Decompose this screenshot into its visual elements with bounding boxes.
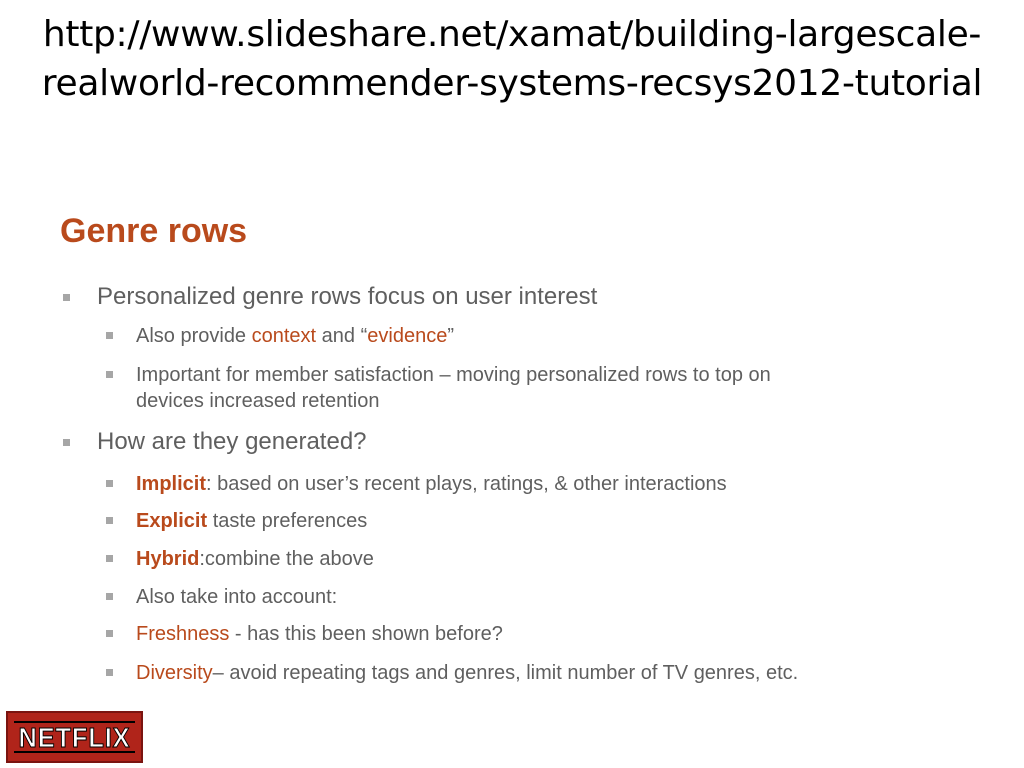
keyword-hybrid: Hybrid xyxy=(136,548,200,570)
bullet-text: : based on user’s recent plays, ratings, & other interactions xyxy=(206,473,727,495)
keyword-diversity: Diversity xyxy=(136,662,213,684)
bullet-text-line-1: Important for member satisfaction – moving personalized rows to top on xyxy=(136,364,771,386)
square-bullet-icon xyxy=(106,371,113,378)
square-bullet-icon xyxy=(106,480,113,487)
highlight-context: context xyxy=(251,325,317,347)
highlight-evidence: evidence xyxy=(367,325,448,347)
keyword-explicit: Explicit xyxy=(136,510,208,532)
netflix-wordmark-icon xyxy=(16,723,133,751)
keyword-implicit: Implicit xyxy=(136,473,207,495)
keyword-freshness: Freshness xyxy=(136,623,230,645)
slide-title: Genre rows xyxy=(60,212,248,250)
source-url-header xyxy=(0,10,1024,108)
bullet-text-pre: Also provide xyxy=(136,325,252,347)
bullet-text: :combine the above xyxy=(199,548,374,570)
bullet-text: How are they generated? xyxy=(97,428,367,455)
netflix-logo-band xyxy=(14,721,135,753)
source-url-line-2: realworld-recommender-systems-recsys2012-tutorial xyxy=(41,63,983,104)
square-bullet-icon xyxy=(106,517,113,524)
square-bullet-icon xyxy=(63,294,70,301)
bullet-context-evidence xyxy=(136,323,454,349)
bullet-text: - has this been shown before? xyxy=(229,623,503,645)
bullet-text-post: ” xyxy=(447,325,454,347)
bullet-text-mid: and “ xyxy=(316,325,368,347)
bullet-diversity xyxy=(136,660,798,686)
square-bullet-icon xyxy=(106,593,113,600)
bullet-text-line-2: devices increased retention xyxy=(136,390,380,412)
square-bullet-icon xyxy=(106,630,113,637)
bullet-also-account xyxy=(136,584,337,610)
bullet-explicit xyxy=(136,508,367,534)
bullet-text: taste preferences xyxy=(207,510,368,532)
bullet-text: – avoid repeating tags and genres, limit number of TV genres, etc. xyxy=(212,662,799,684)
source-url-line-1: http://www.slideshare.net/xamat/building-largescale- xyxy=(42,14,982,55)
square-bullet-icon xyxy=(106,555,113,562)
netflix-wordmark-text: NETFLIX xyxy=(18,723,131,751)
bullet-freshness xyxy=(136,621,503,647)
bullet-member-satisfaction xyxy=(136,362,771,414)
netflix-logo xyxy=(6,711,143,763)
bullet-hybrid xyxy=(136,546,374,572)
bullet-text: Also take into account: xyxy=(136,586,338,608)
square-bullet-icon xyxy=(106,332,113,339)
bullet-personalized-rows xyxy=(97,283,597,311)
bullet-text: Personalized genre rows focus on user interest xyxy=(97,283,598,310)
bullet-how-generated xyxy=(97,428,367,456)
square-bullet-icon xyxy=(106,669,113,676)
bullet-implicit xyxy=(136,471,727,497)
square-bullet-icon xyxy=(63,439,70,446)
